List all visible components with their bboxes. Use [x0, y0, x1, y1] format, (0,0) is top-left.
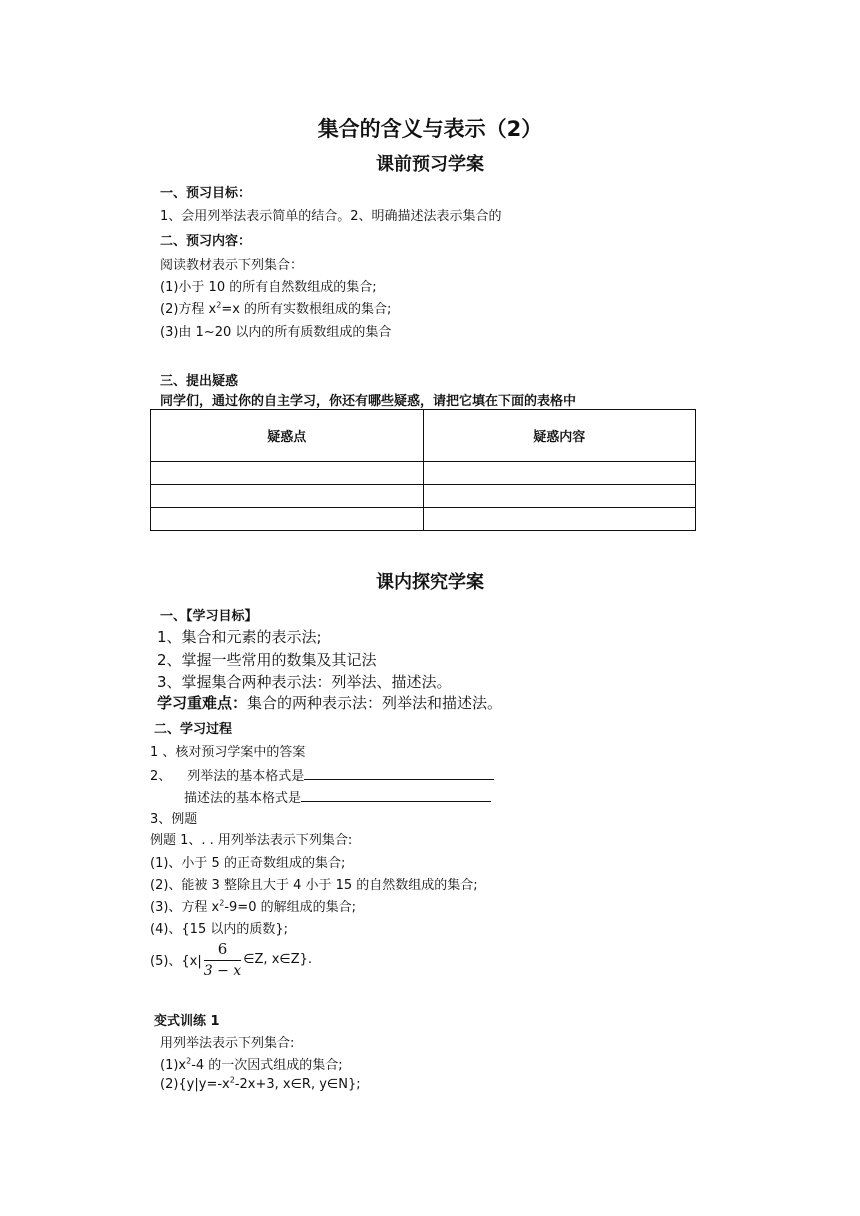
doubt-instruction: 同学们，通过你的自主学习，你还有哪些疑惑，请把它填在下面的表格中: [160, 394, 577, 409]
table-row: [151, 485, 696, 508]
preview-content-intro: 阅读教材表示下列集合：: [160, 258, 304, 273]
doubt-content-header: 疑惑内容: [423, 410, 696, 462]
example-2: (2)、能被 3 整除且大于 4 小于 15 的自然数组成的集合;: [150, 878, 478, 893]
doubt-content-cell[interactable]: [423, 462, 696, 485]
pre-study-subtitle: 课前预习学案: [376, 154, 484, 175]
doubt-table: [150, 409, 696, 531]
in-class-subtitle: 课内探究学案: [376, 572, 484, 593]
page-title: 集合的含义与表示（2）: [317, 117, 543, 141]
example-5: (5)、{x| $\frac{6}{3 - x}$ ∈Z, x∈Z}.: [150, 940, 313, 979]
step-2: 2、 列举法的基本格式是: [150, 765, 494, 784]
preview-content-heading: 二、预习内容：: [160, 234, 252, 249]
doubt-table-header: [151, 410, 696, 462]
key-difficulty: 学习重难点：集合的两种表示法：列举法和描述法。: [157, 694, 503, 712]
preview-item-2: (2)方程 $x^2=x$ 的所有实数根组成的集合;: [160, 300, 392, 317]
preview-item-3: (3)由 1~20 以内的所有质数组成的集合: [160, 325, 392, 340]
learning-goal-1: 1、集合和元素的表示法;: [157, 628, 322, 646]
doubt-point-header: 疑惑点: [151, 410, 424, 462]
doubt-content-cell[interactable]: [423, 485, 696, 508]
fraction: $\frac{6}{3 - x}$: [203, 940, 242, 979]
preview-item-1: (1)小于 10 的所有自然数组成的集合;: [160, 280, 377, 295]
example-intro: 例题 1、. . 用列举法表示下列集合:: [150, 833, 353, 848]
enumeration-format-blank[interactable]: [304, 767, 494, 780]
table-row: [151, 462, 696, 485]
example-1: (1)、小于 5 的正奇数组成的集合;: [150, 856, 346, 871]
doubt-heading: 三、提出疑惑: [160, 374, 239, 389]
process-heading: 二、学习过程: [154, 722, 233, 737]
step-3: 3、例题: [150, 812, 198, 827]
variant-2: $(2)\{y|y=-x^2-2x+3$, x∈R, y∈N};: [160, 1075, 361, 1092]
doubt-content-cell[interactable]: [423, 508, 696, 531]
step-1: 1 、核对预习学案中的答案: [150, 745, 306, 760]
variant-intro: 用列举法表示下列集合:: [160, 1036, 295, 1051]
doubt-point-cell[interactable]: [151, 485, 424, 508]
learning-goal-3: 3、掌握集合两种表示法：列举法、描述法。: [157, 673, 452, 691]
learning-goal-heading: 一、【学习目标】: [160, 609, 258, 624]
table-row: [151, 508, 696, 531]
variant-heading: 变式训练 1: [154, 1014, 220, 1029]
learning-goal-2: 2、掌握一些常用的数集及其记法: [157, 651, 377, 669]
preview-goal-text: 1、会用列举法表示简单的结合。2、明确描述法表示集合的: [160, 209, 502, 224]
doubt-point-cell[interactable]: [151, 508, 424, 531]
doubt-point-cell[interactable]: [151, 462, 424, 485]
preview-goal-heading: 一、预习目标：: [160, 186, 252, 201]
example-4: (4)、{15 以内的质数};: [150, 922, 289, 937]
variant-1: $(1)x^2-4$ 的一次因式组成的集合;: [160, 1056, 343, 1073]
step-2b: 描述法的基本格式是: [184, 787, 491, 806]
description-format-blank[interactable]: [301, 789, 491, 802]
example-3: (3)、方程 $x^2-9=0$ 的解组成的集合;: [150, 898, 356, 915]
